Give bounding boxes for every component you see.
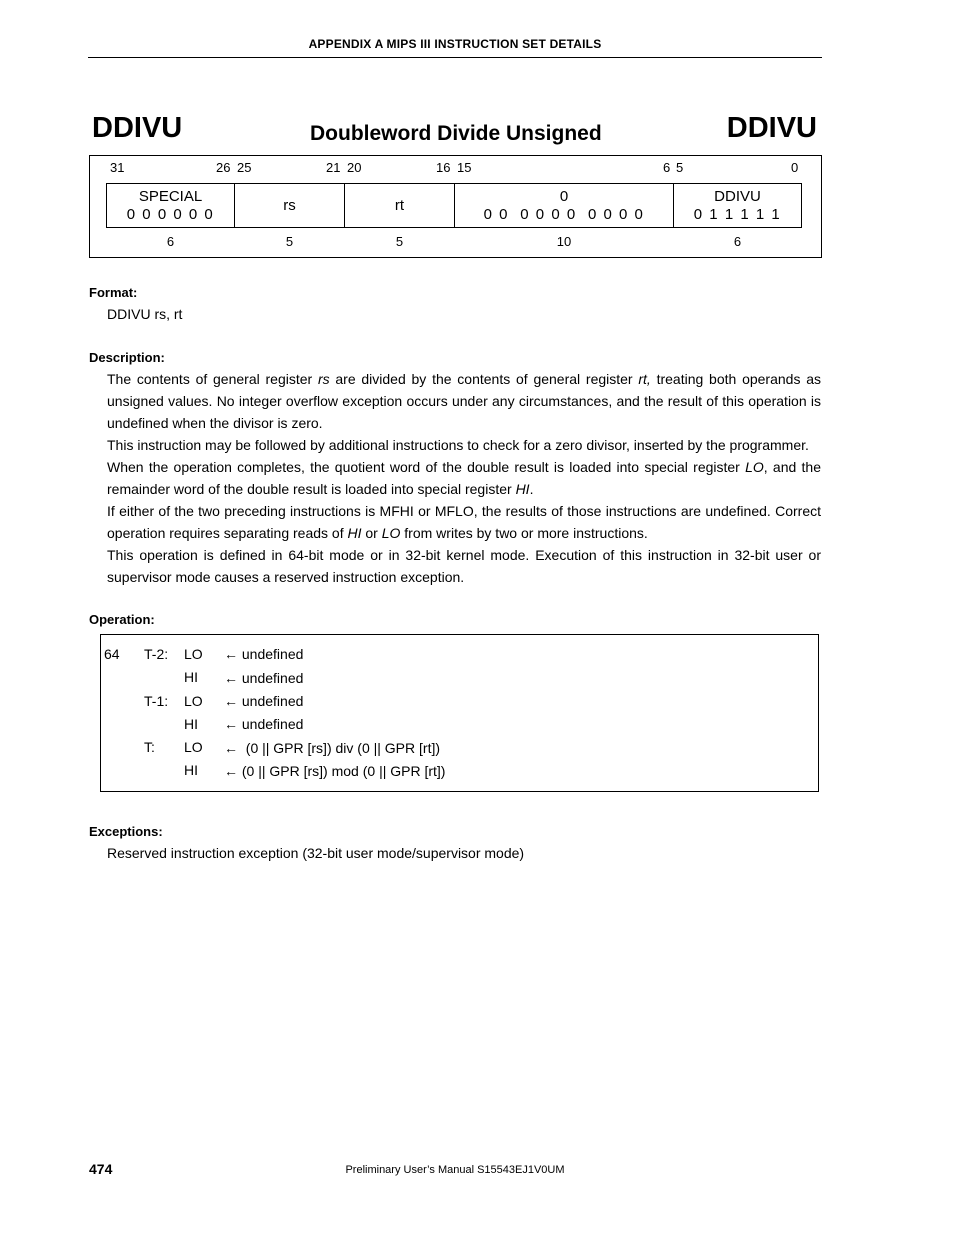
operation-time: T-2: (144, 646, 169, 662)
description-heading: Description: (89, 350, 165, 365)
field-width: 5 (285, 234, 294, 249)
description-paragraph: The contents of general register rs are divided by the contents of general register rt, treating both operands as unsigned values. No integer overflow exception occurs under any circumstances, and the result of this operation is undefined when the divisor is zero. (107, 371, 822, 431)
bit-number: 15 (457, 160, 472, 175)
field-width: 5 (395, 234, 404, 249)
operation-expression: ← undefined (224, 646, 304, 662)
mnemonic-left: DDIVU (92, 112, 183, 144)
format-heading: Format: (89, 285, 138, 300)
description-paragraph: This instruction may be followed by additional instructions to check for a zero divisor, inserted by the programmer. (107, 437, 809, 453)
operation-register: LO (184, 739, 203, 755)
operation-expression: ← (0 || GPR [rs]) div (0 || GPR [rt]) (224, 740, 441, 756)
operation-expression: ← undefined (224, 693, 304, 709)
instruction-title: Doubleword Divide Unsigned (310, 122, 602, 145)
field-zero (454, 183, 674, 228)
field-width: 6 (733, 234, 742, 249)
bit-number: 21 (326, 160, 341, 175)
field-name: 0 (559, 187, 569, 205)
operation-expression: ← (0 || GPR [rs]) mod (0 || GPR [rt]) (224, 763, 446, 779)
operation-register: HI (184, 669, 198, 685)
operation-register: HI (184, 762, 198, 778)
operation-register: LO (184, 693, 203, 709)
running-header: APPENDIX A MIPS III INSTRUCTION SET DETAILS (308, 37, 602, 51)
bit-number: 26 (216, 160, 231, 175)
description-paragraph: If either of the two preceding instructions is MFHI or MFLO, the results of those instructions are undefined. Correct operation requires separating reads of HI or LO from writes by two or more instructions. (107, 503, 821, 541)
field-width: 6 (166, 234, 175, 249)
footer-manual-title: Preliminary User’s Manual S15543EJ1V0UM (345, 1164, 565, 1176)
operation-mode: 64 (104, 646, 120, 662)
field-name: SPECIAL (138, 187, 203, 205)
header-rule (88, 57, 822, 58)
operation-box (100, 634, 819, 792)
field-name: rs (283, 196, 296, 214)
field-width: 10 (556, 234, 572, 249)
description-body (107, 368, 821, 588)
operation-expression: ← undefined (224, 716, 304, 732)
bit-number: 16 (436, 160, 451, 175)
field-rt (344, 183, 455, 228)
bit-number: 20 (347, 160, 362, 175)
operation-expression: ← undefined (224, 670, 304, 686)
exceptions-text: Reserved instruction exception (32-bit user mode/supervisor mode) (107, 845, 525, 861)
operation-register: HI (184, 716, 198, 732)
bit-number: 0 (791, 160, 799, 175)
bit-number: 6 (663, 160, 671, 175)
description-paragraph: When the operation completes, the quotient word of the double result is loaded into special register LO, and the remainder word of the double result is loaded into special register HI. (107, 459, 821, 497)
bit-number: 5 (676, 160, 684, 175)
field-name: rt (394, 196, 405, 214)
description-paragraph: This operation is defined in 64-bit mode or in 32-bit kernel mode. Execution of this instruction in 32-bit user or supervisor mode causes a reserved instruction exception. (107, 547, 821, 585)
operation-heading: Operation: (89, 612, 155, 627)
operation-register: LO (184, 646, 203, 662)
field-special (106, 183, 235, 228)
operation-time: T-1: (144, 693, 169, 709)
field-bits: 0 0 0 0 0 0 (126, 205, 215, 223)
mnemonic-right: DDIVU (726, 112, 817, 144)
bit-number: 25 (237, 160, 252, 175)
field-function (673, 183, 802, 228)
page-number: 474 (89, 1161, 113, 1177)
operation-time: T: (144, 739, 155, 755)
field-rs (234, 183, 345, 228)
format-text: DDIVU rs, rt (107, 306, 183, 322)
bit-number: 31 (110, 160, 125, 175)
field-name: DDIVU (714, 187, 761, 205)
exceptions-heading: Exceptions: (89, 824, 163, 839)
field-bits: 0 0 0 0 0 0 0 0 0 0 (483, 205, 645, 223)
field-bits: 0 1 1 1 1 1 (693, 205, 782, 223)
